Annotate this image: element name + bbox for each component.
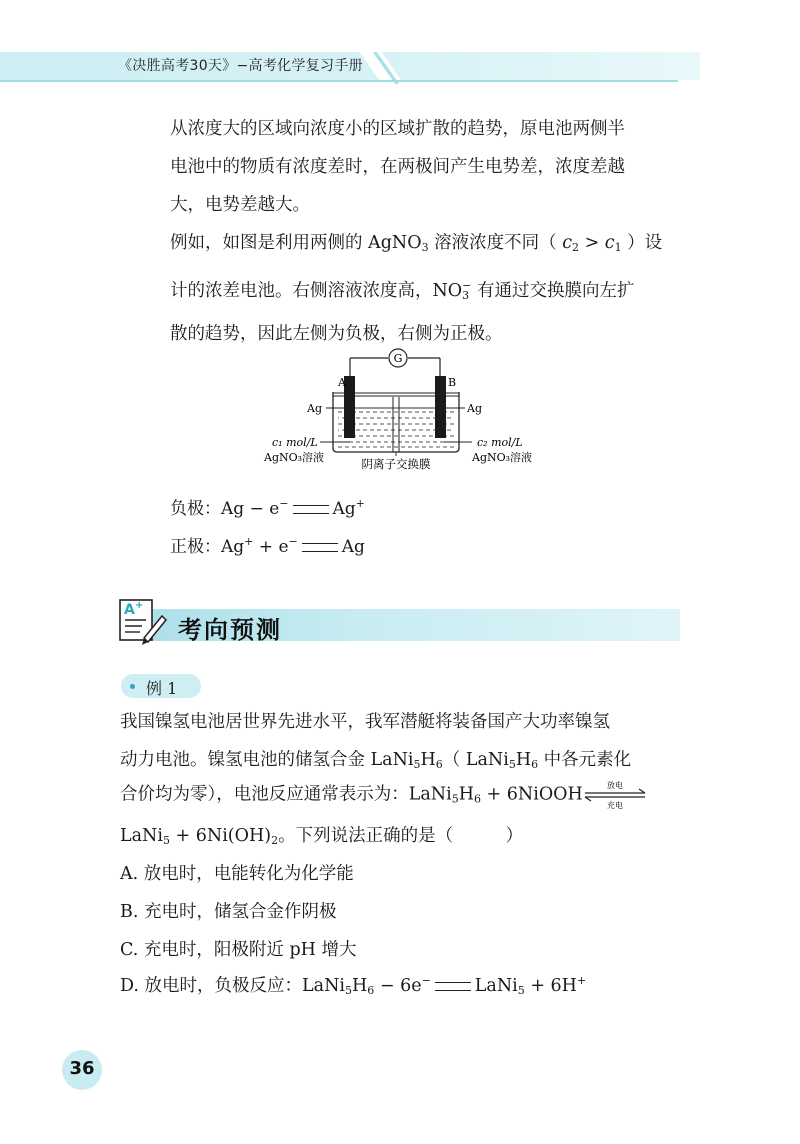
option-d: D. 放电时，负极反应：$LaNi_5H_6 - 6e^-$ LaNi$_5$ + 6H+ (120, 974, 587, 997)
eq-lhs: + e (253, 537, 289, 557)
intro-line: 例如，如图是利用两侧的 AgNO$_3$ 溶液浓度不同（ $c_2 > c_1$ ）设 (170, 233, 663, 254)
option-c: C. 充电时，阳极附近 pH 增大 (120, 940, 357, 960)
svg-text:+: + (135, 600, 144, 611)
arrow-top-label: 放电 (606, 781, 623, 790)
eq-lhs: Ag (221, 537, 245, 557)
example-label: 例 1 (146, 679, 178, 698)
header-rule (0, 80, 678, 82)
equals-sign (435, 982, 471, 991)
arrow-bottom-label: 充电 (606, 801, 623, 810)
text: LaNi (474, 976, 518, 996)
electrode-b-label: B (448, 376, 457, 389)
text: 中各元素化 (538, 750, 632, 770)
text: 动力电池。镍氢电池的储氢合金 LaNi (120, 750, 414, 770)
intro-line: 电池中的物质有浓度差时，在两极间产生电势差，浓度差越 (170, 157, 625, 177)
conc-right-label: c₂ mol/L (477, 436, 523, 449)
intro-line: 大，电势差越大。 (170, 195, 310, 215)
equals-sign (293, 505, 329, 514)
electrode-b (435, 376, 446, 438)
question-stem-line: 动力电池。镍氢电池的储氢合金 $LaNi_5H_6$（ $LaNi_5H_6$ 中各元素化 (120, 750, 632, 771)
text: 合价均为零），电池反应通常表示为： (120, 784, 409, 805)
text: LaNi (302, 976, 346, 996)
text: 有通过交换膜向左扩 (476, 281, 635, 301)
negative-electrode-equation: 负极：Ag − e− Ag+ (170, 497, 365, 519)
text: （ LaNi (442, 750, 509, 770)
eq-lhs: Ag − e (221, 499, 280, 519)
intro-line: 散的趋势，因此左侧为负极，右侧为正极。 (170, 324, 503, 344)
question-stem-line: 我国镍氢电池居世界先进水平，我军潜艇将装备国产大功率镍氢 (120, 712, 610, 732)
equals-sign (302, 543, 338, 552)
text: + 6H (524, 976, 577, 996)
text: 。下列说法正确的是（ ） (278, 826, 524, 846)
membrane-label: 阴离子交换膜 (361, 457, 431, 471)
svg-text:A: A (124, 602, 135, 618)
electrode-a-label: A (338, 376, 346, 389)
option-a: A. 放电时，电能转化为化学能 (120, 864, 354, 884)
text: 溶液浓度不同（ (428, 233, 563, 253)
reversible-arrow-icon (583, 780, 647, 810)
exam-notebook-icon (118, 592, 168, 648)
galvanometer-label: G (393, 352, 403, 365)
eq-label: 正极： (170, 537, 221, 557)
metal-left-label: Ag (307, 402, 322, 415)
running-header-title: 《决胜高考30天》−高考化学复习手册 (118, 58, 363, 74)
text: 例如，如图是利用两侧的 AgNO (170, 233, 422, 253)
text: 计的浓差电池。右侧溶液浓度高，NO (170, 281, 463, 301)
bullet-icon (130, 684, 135, 689)
text: LaNi (408, 784, 452, 805)
concentration-cell-diagram (258, 348, 548, 478)
intro-line: 从浓度大的区域向浓度小的区域扩散的趋势，原电池两侧半 (170, 119, 625, 139)
option-b: B. 充电时，储氢合金作阴极 (120, 902, 337, 922)
intro-line: 计的浓差电池。右侧溶液浓度高，$NO_3^-$ 有通过交换膜向左扩 (170, 279, 635, 302)
eq-label: 负极： (170, 499, 221, 519)
question-stem-line: LaNi$_5$ + $6Ni(OH)_2$。下列说法正确的是（ ） (120, 826, 524, 847)
text: D. 放电时，负极反应： (120, 976, 303, 996)
text: ）设 (621, 233, 663, 253)
page-number: 36 (69, 1058, 95, 1079)
question-stem-line: 合价均为零），电池反应通常表示为：$LaNi_5H_6$ + 6NiOOH 放电 充电 (120, 780, 700, 810)
text: − 6e (374, 976, 422, 996)
eq-rhs: Ag (332, 499, 356, 519)
text: + 6Ni(OH) (169, 826, 272, 846)
intro-paragraph (170, 110, 690, 353)
conc-left-label: c₁ mol/L (272, 436, 318, 449)
text: + 6NiOOH (480, 784, 583, 805)
solution-left-label: AgNO₃溶液 (264, 451, 325, 464)
metal-right-label: Ag (467, 402, 482, 415)
positive-electrode-equation: 正极：Ag+ + e− Ag (170, 535, 365, 557)
solution-right-label: AgNO₃溶液 (472, 451, 533, 464)
eq-rhs: Ag (341, 537, 365, 557)
text: LaNi (120, 826, 163, 846)
section-title: 考向预测 (178, 616, 282, 644)
